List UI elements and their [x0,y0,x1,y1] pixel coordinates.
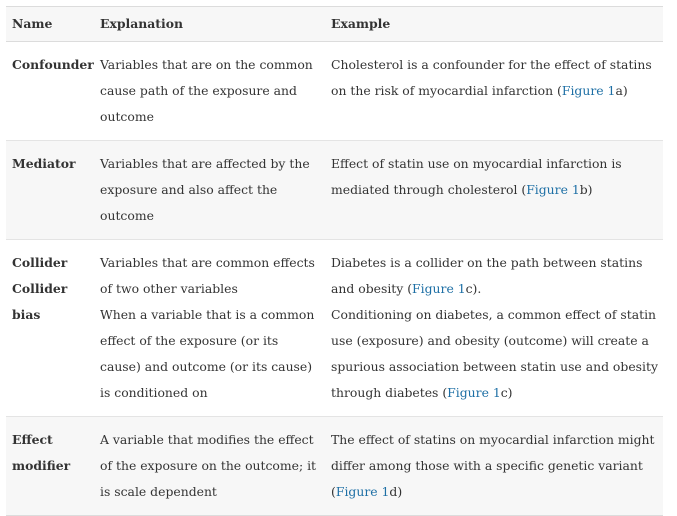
figure-link[interactable]: Figure 1 [526,182,580,197]
figure-link[interactable]: Figure 1 [561,83,616,98]
example-suffix: a) [615,83,628,98]
figure-link[interactable]: Figure 1 [335,484,390,499]
table-row-confounder [6,42,663,141]
header-explanation: Explanation [94,7,325,42]
cell-example [325,42,663,141]
cell-name [6,42,94,141]
explanation-text: Variables that are common effects of two other variables [100,255,315,296]
cell-explanation [94,42,325,141]
explanation-text: Variables that are affected by the exposure and also affect the outcome [100,156,310,223]
table-row-mediator [6,141,663,240]
cell-explanation [94,240,325,417]
cell-example [325,417,663,516]
explanation-text: When a variable that is a common effect of the exposure (or its cause) and outcome (or its cause) is conditioned on [100,307,315,400]
cell-explanation [94,417,325,516]
cell-name [6,417,94,516]
header-name: Name [6,7,94,42]
term-label: Mediator [12,156,76,171]
term-label: Collider bias [12,281,68,322]
figure-link[interactable]: Figure 1 [447,385,501,400]
table-row-collider [6,240,663,417]
table-row-effect-modifier [6,417,663,516]
cell-example [325,240,663,417]
term-label: Confounder [12,57,94,72]
figure-link[interactable]: Figure 1 [412,281,466,296]
bias-definitions-table [6,6,663,516]
example-paragraph [331,250,659,302]
example-text: Cholesterol is a confounder for the effect of statins on the risk of myocardial infarction ( [331,57,652,98]
bias-definitions-table-container [6,6,663,516]
example-text: Diabetes is a collider on the path between statins and obesity ( [331,255,643,296]
example-paragraph [331,302,659,406]
cell-explanation [94,141,325,240]
example-text: The effect of statins on myocardial infarction might differ among those with a specific genetic variant ( [331,432,655,499]
example-suffix: c) [500,385,513,400]
explanation-text: Variables that are on the common cause path of the exposure and outcome [100,57,313,124]
table-body [6,42,663,516]
example-suffix: c). [465,281,482,296]
cell-name [6,240,94,417]
header-row [6,7,663,42]
example-suffix: d) [389,484,403,499]
term-label: Collider [12,255,68,270]
example-text: Conditioning on diabetes, a common effect of statin use (exposure) and obesity (outcome) will create a spurious association between statin use and obesity through diabetes ( [331,307,658,400]
term-label: Effect modifier [12,432,71,473]
cell-example [325,141,663,240]
example-text: Effect of statin use on myocardial infarction is mediated through cholesterol ( [331,156,622,197]
header-example: Example [325,7,663,42]
example-suffix: b) [579,182,593,197]
cell-name [6,141,94,240]
table-header [6,7,663,42]
explanation-text: A variable that modifies the effect of the exposure on the outcome; it is scale dependent [100,432,317,499]
